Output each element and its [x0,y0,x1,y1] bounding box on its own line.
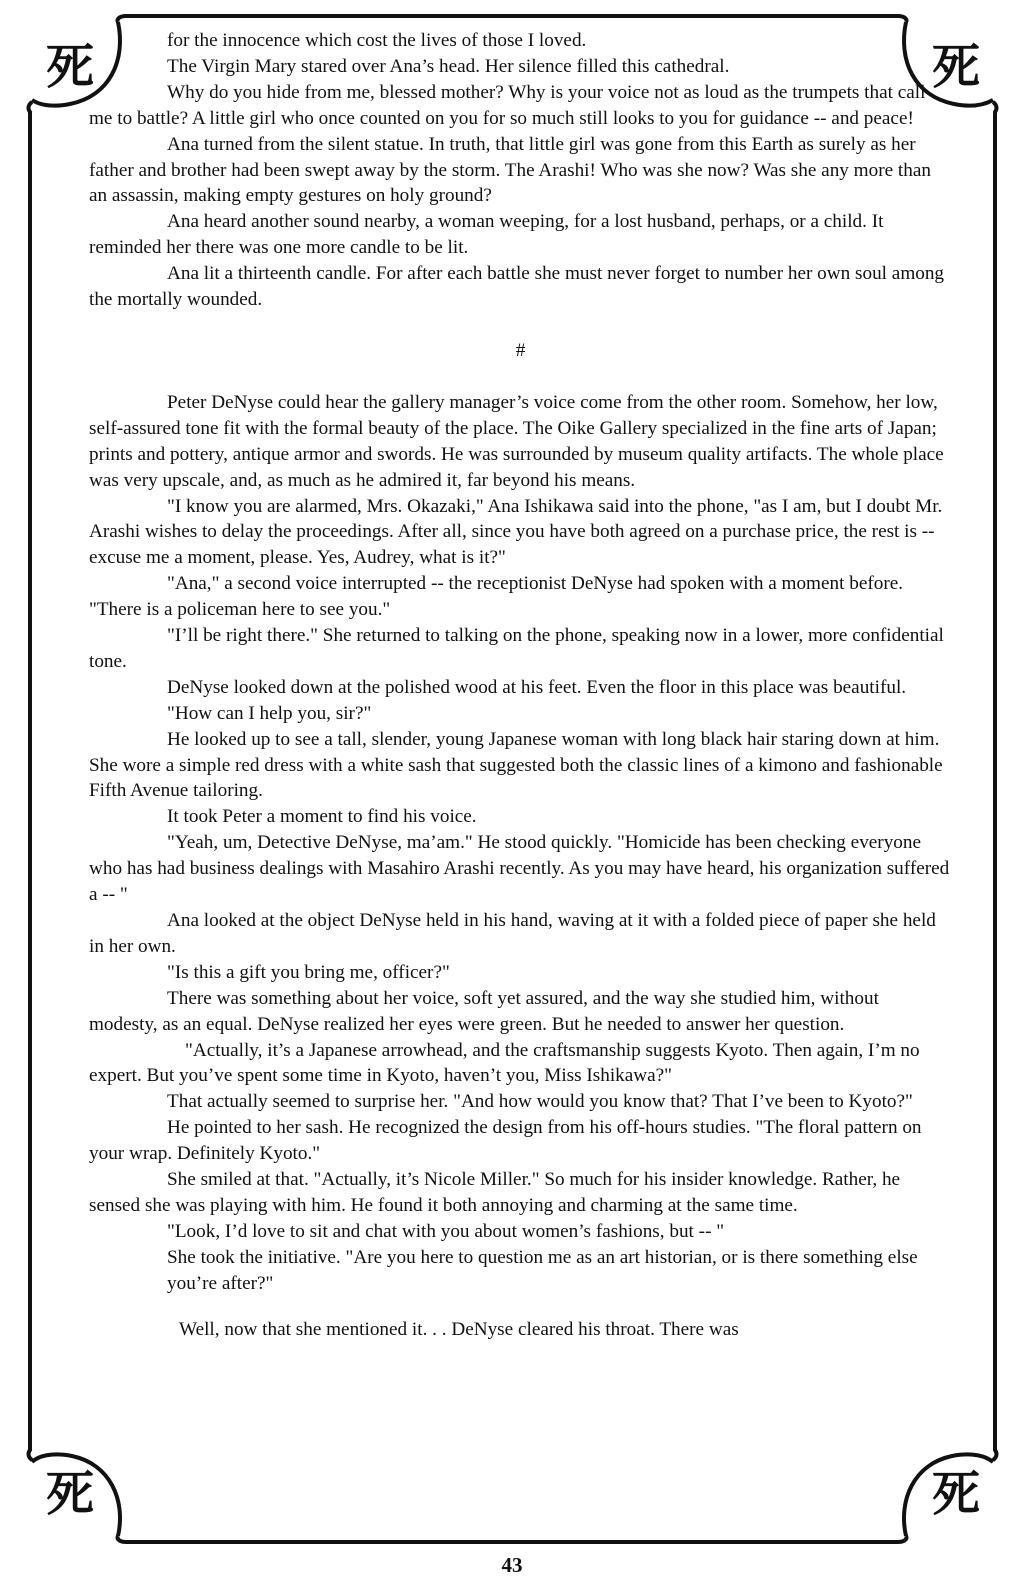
page-text [89,28,952,1343]
paragraph: "I know you are alarmed, Mrs. Okazaki," Ana Ishikawa said into the phone, "as I am, but I doubt Mr. Arashi wishes to delay the proceedings. After all, since you have both agreed on a purchase price, the rest is -- excuse me a moment, please. Yes, Audrey, what is it?" [89,495,943,569]
paragraph: "Yeah, um, Detective DeNyse, ma’am." He stood quickly. "Homicide has been checking everyone who has had business dealings with Masahiro Arashi recently. As you may have heard, his organization suffered a -- " [89,832,950,906]
paragraph: "Ana," a second voice interrupted -- the receptionist DeNyse had spoken with a moment before. "There is a policeman here to see you." [89,573,904,621]
paragraph: "I’ll be right there." She returned to talking on the phone, speaking now in a lower, more confidential tone. [89,625,944,672]
paragraph: Peter DeNyse could hear the gallery manager’s voice come from the other room. Somehow, her low, self-assured tone fit with the formal beauty of the place. The Oike Gallery specialized in the fine arts of Japan; prints and pottery, antique armor and swords. He was surrounded by museum quality artifacts. The whole place was very upscale, and, as much as he admired it, far beyond his means. [89,391,944,491]
paragraph: Why do you hide from me, blessed mother? Why is your voice not as loud as the trumpets that call me to battle? A little girl who once counted on you for so much still looks to you for guidance -- and peace! [89,81,926,129]
paragraph: That actually seemed to surprise her. "And how would you know that? That I’ve been to Kyoto?" [167,1091,913,1113]
paragraph: He pointed to her sash. He recognized the design from his off-hours studies. "The floral pattern on your wrap. Definitely Kyoto." [89,1117,922,1165]
paragraph: "Is this a gift you bring me, officer?" [167,961,450,983]
paragraph: Well, now that she mentioned it. . . DeNyse cleared his throat. There was [179,1318,739,1340]
corner-symbol-bottom-left: 死 [45,1466,94,1522]
paragraph: Ana turned from the silent statue. In truth, that little girl was gone from this Earth as surely as her father and brother had been swept away by the storm. The Arashi! Who was she now? Was she any more than an assassin, making empty gestures on holy ground? [89,133,931,207]
paragraph: Ana looked at the object DeNyse held in his hand, waving at it with a folded piece of paper she held in her own. [89,910,936,957]
paragraph: for the innocence which cost the lives of those I loved. [167,30,587,51]
paragraph: "How can I help you, sir?" [167,702,372,724]
paragraph: It took Peter a moment to find his voice. [167,806,477,828]
paragraph: "Look, I’d love to sit and chat with you about women’s fashions, but -- " [167,1220,725,1242]
paragraph: He looked up to see a tall, slender, young Japanese woman with long black hair staring down at him. She wore a simple red dress with a white sash that suggested both the classic lines of a kimono and fashionable Fifth Avenue tailoring. [89,728,943,802]
paragraph: Ana lit a thirteenth candle. For after each battle she must never forget to number her own soul among the mortally wounded. [89,263,945,311]
paragraph: There was something about her voice, soft yet assured, and the way she studied him, without modesty, as an equal. DeNyse realized her eyes were green. But he needed to answer her question. [89,987,879,1035]
paragraph: Ana heard another sound nearby, a woman weeping, for a lost husband, perhaps, or a child. It reminded her there was one more candle to be lit. [89,211,884,259]
paragraph: She took the initiative. "Are you here to question me as an art historian, or is there something else you’re after?" [167,1246,918,1294]
paragraph: She smiled at that. "Actually, it’s Nicole Miller." So much for his insider knowledge. Rather, he sensed she was playing with him. He found it both annoying and charming at the same time. [89,1169,901,1216]
page-number: 43 [501,1553,523,1577]
paragraph: DeNyse looked down at the polished wood at his feet. Even the floor in this place was beautiful. [167,676,907,698]
corner-symbol-bottom-right: 死 [931,1466,980,1522]
corner-symbol-top-left: 死 [45,39,94,95]
corner-symbol-top-right: 死 [931,39,980,95]
paragraph: The Virgin Mary stared over Ana’s head. Her silence filled this cathedral. [167,55,730,77]
scene-break: # [515,339,526,361]
paragraph: "Actually, it’s a Japanese arrowhead, and the craftsmanship suggests Kyoto. Then again, I’m no expert. But you’ve spent some time in Kyoto, haven’t you, Miss Ishikawa?" [89,1039,920,1087]
